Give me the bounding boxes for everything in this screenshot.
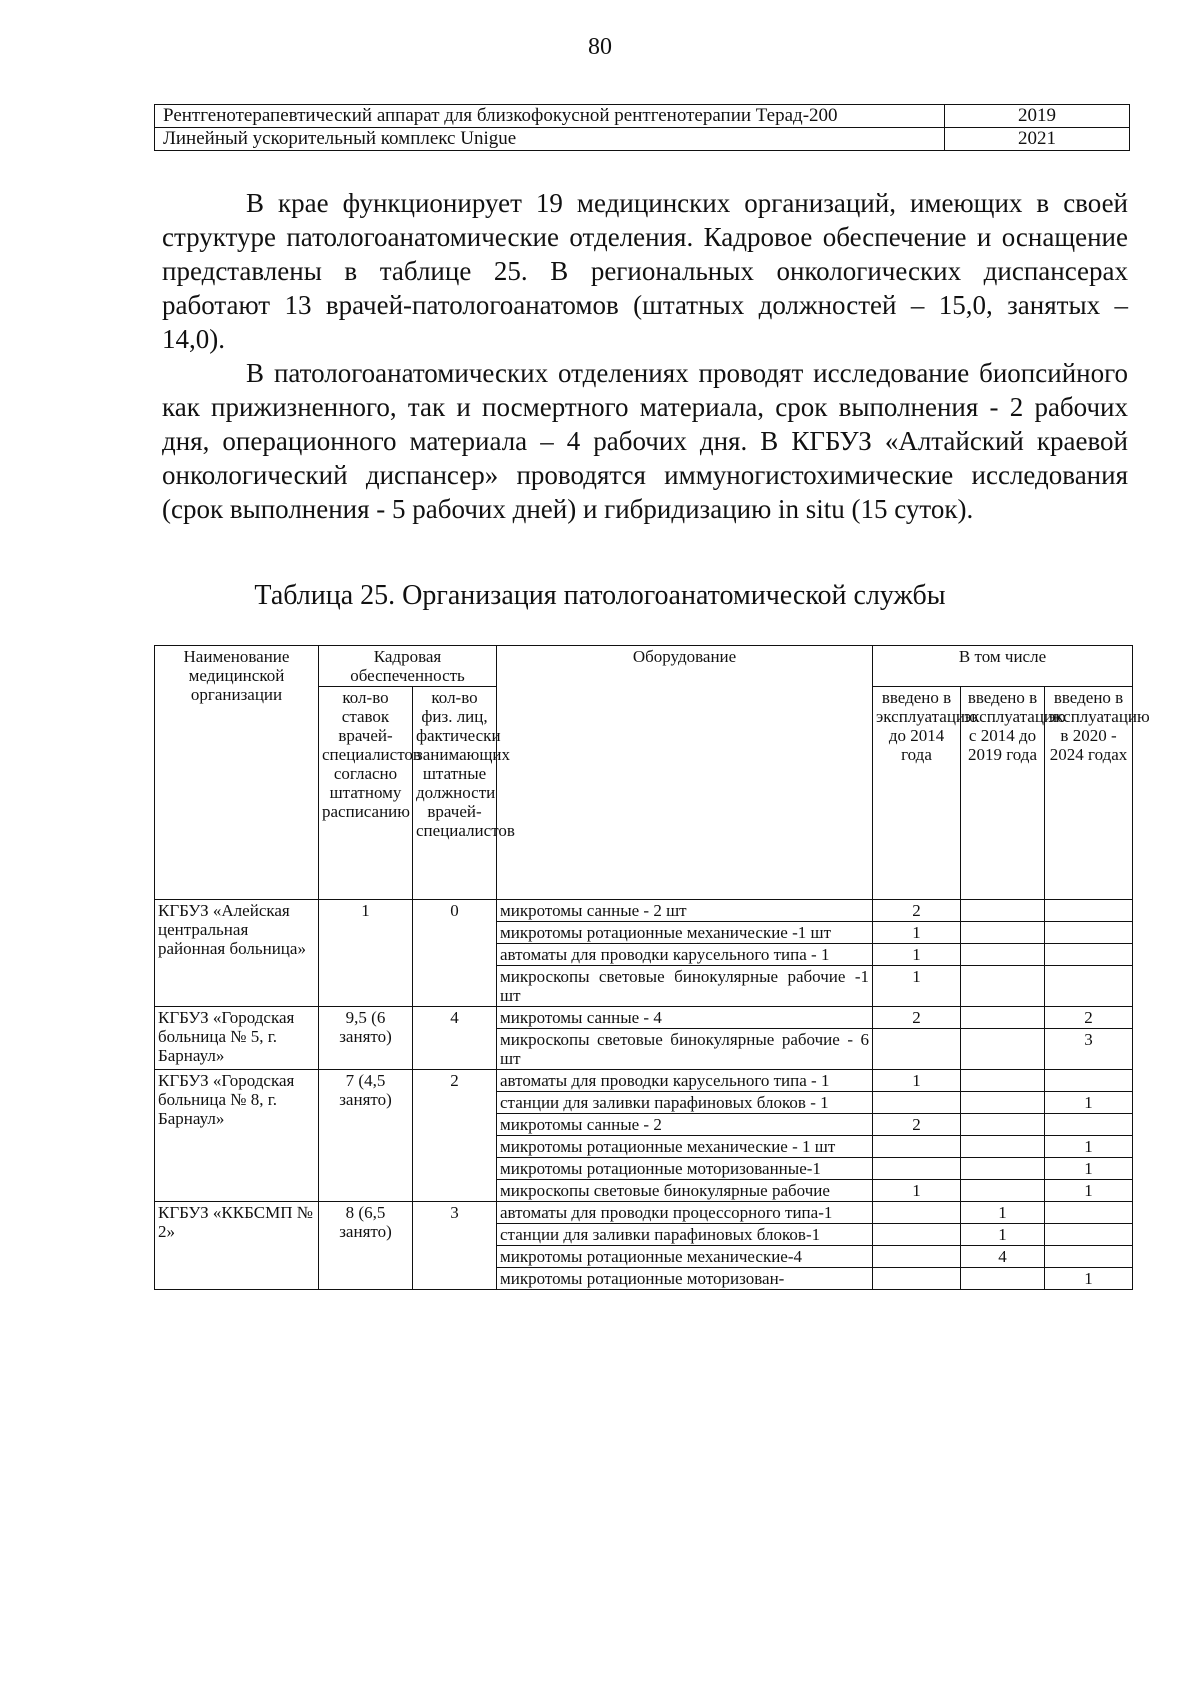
paragraph-research: В патологоанатомических отделениях проводят исследование биопсийного как прижизненного, так и посмертного материала, срок выполнения - 2 рабочих дня, операционного материала – 4 рабочих дня. В КГБУЗ «Алтайский краевой онкологический диспансер» проводятся иммуногистохимические исследования (срок выполнения - 5 рабочих дней) и гибридизацию in situ (15 суток).: [162, 358, 1128, 524]
before-2014-cell: [873, 1224, 961, 1246]
header-before-2014: введено в эксплуатацию до 2014 года: [873, 687, 961, 900]
before-2014-cell: [873, 1268, 961, 1290]
equipment-year-row: [155, 128, 1130, 151]
equipment-cell: микроскопы световые бинокулярные рабочие - 6 шт: [497, 1029, 873, 1070]
header-org: Наименование медицинской организации: [155, 646, 319, 900]
y2020-2024-cell: 1: [1045, 1136, 1133, 1158]
staff-planned-cell: 1: [319, 900, 413, 1007]
equipment-cell: микротомы ротационные моторизованные-1: [497, 1158, 873, 1180]
equipment-cell: микротомы ротационные моторизован-: [497, 1268, 873, 1290]
staff-actual-cell: 0: [413, 900, 497, 1007]
y2020-2024-cell: 1: [1045, 1092, 1133, 1114]
table-row: [155, 900, 1133, 922]
y2014-2019-cell: [961, 1114, 1045, 1136]
y2014-2019-cell: 4: [961, 1246, 1045, 1268]
org-name-cell: КГБУЗ «Городская больница № 8, г. Барнаул»: [155, 1070, 319, 1202]
staff-actual-cell: 3: [413, 1202, 497, 1290]
header-staff: Кадровая обеспеченность: [319, 646, 497, 687]
staff-planned-cell: 7 (4,5 занято): [319, 1070, 413, 1202]
equipment-name: Линейный ускорительный комплекс Unigue: [155, 128, 945, 151]
pathology-service-table: [154, 645, 1150, 1290]
equipment-cell: микротомы санные - 4: [497, 1007, 873, 1029]
before-2014-cell: [873, 1136, 961, 1158]
before-2014-cell: [873, 1092, 961, 1114]
header-staff-actual: кол-во физ. лиц, фактически занимающих штатные должности врачей-специалистов: [413, 687, 497, 900]
page-number: 80: [588, 34, 612, 60]
y2020-2024-cell: 3: [1045, 1029, 1133, 1070]
y2014-2019-cell: 1: [961, 1202, 1045, 1224]
table-row: [155, 1007, 1133, 1029]
equipment-cell: станции для заливки парафиновых блоков - 1: [497, 1092, 873, 1114]
table-row: [155, 1070, 1133, 1092]
table-row: [155, 1202, 1133, 1224]
y2014-2019-cell: [961, 1070, 1045, 1092]
header-equipment: Оборудование: [497, 646, 873, 900]
equipment-cell: микротомы санные - 2: [497, 1114, 873, 1136]
before-2014-cell: 1: [873, 922, 961, 944]
y2020-2024-cell: [1045, 1246, 1133, 1268]
y2014-2019-cell: [961, 1180, 1045, 1202]
y2020-2024-cell: [1045, 922, 1133, 944]
y2020-2024-cell: [1045, 900, 1133, 922]
header-row-1: [155, 646, 1133, 687]
y2020-2024-cell: 2: [1045, 1007, 1133, 1029]
header-staff-planned: кол-во ставок врачей-специалистов согласно штатному расписанию: [319, 687, 413, 900]
org-name-cell: КГБУЗ «Городская больница № 5, г. Барнаул»: [155, 1007, 319, 1070]
staff-actual-cell: 4: [413, 1007, 497, 1070]
y2014-2019-cell: [961, 1029, 1045, 1070]
y2014-2019-cell: [961, 1158, 1045, 1180]
equipment-year-row: [155, 105, 1130, 128]
paragraph-staffing: В крае функционирует 19 медицинских организаций, имеющих в своей структуре патологоанатомические отделения. Кадровое обеспечение и оснащение представлены в таблице 25. В региональных онкологических диспансерах работают 13 врачей-патологоанатомов (штатных должностей – 15,0, занятых – 14,0).: [162, 188, 1128, 354]
before-2014-cell: [873, 1246, 961, 1268]
y2020-2024-cell: 1: [1045, 1268, 1133, 1290]
equipment-cell: станции для заливки парафиновых блоков-1: [497, 1224, 873, 1246]
header-2020-2024: введено в эксплуатацию в 2020 - 2024 годах: [1045, 687, 1133, 900]
equipment-cell: микроскопы световые бинокулярные рабочие: [497, 1180, 873, 1202]
before-2014-cell: [873, 1029, 961, 1070]
y2014-2019-cell: [961, 1136, 1045, 1158]
equipment-years-table: [154, 104, 1130, 151]
y2020-2024-cell: 1: [1045, 1180, 1133, 1202]
y2020-2024-cell: [1045, 1114, 1133, 1136]
staff-actual-cell: 2: [413, 1070, 497, 1202]
y2020-2024-cell: [1045, 1224, 1133, 1246]
before-2014-cell: 2: [873, 1114, 961, 1136]
table-caption: Таблица 25. Организация патологоанатомической службы: [254, 580, 946, 611]
equipment-year: 2021: [945, 128, 1130, 151]
y2014-2019-cell: [961, 944, 1045, 966]
y2020-2024-cell: [1045, 1202, 1133, 1224]
y2020-2024-cell: [1045, 1070, 1133, 1092]
before-2014-cell: 2: [873, 900, 961, 922]
equipment-year: 2019: [945, 105, 1130, 128]
before-2014-cell: [873, 1158, 961, 1180]
y2020-2024-cell: [1045, 966, 1133, 1007]
org-name-cell: КГБУЗ «ККБСМП № 2»: [155, 1202, 319, 1290]
equipment-cell: микротомы ротационные механические - 1 шт: [497, 1136, 873, 1158]
equipment-cell: микроскопы световые бинокулярные рабочие -1 шт: [497, 966, 873, 1007]
y2020-2024-cell: 1: [1045, 1158, 1133, 1180]
y2014-2019-cell: [961, 900, 1045, 922]
equipment-cell: автоматы для проводки карусельного типа - 1: [497, 1070, 873, 1092]
y2020-2024-cell: [1045, 944, 1133, 966]
equipment-cell: микротомы ротационные механические -1 шт: [497, 922, 873, 944]
y2014-2019-cell: [961, 922, 1045, 944]
staff-planned-cell: 8 (6,5 занято): [319, 1202, 413, 1290]
before-2014-cell: 1: [873, 944, 961, 966]
y2014-2019-cell: 1: [961, 1224, 1045, 1246]
equipment-name: Рентгенотерапевтический аппарат для близкофокусной рентгенотерапии Терад-200: [155, 105, 945, 128]
staff-planned-cell: 9,5 (6 занято): [319, 1007, 413, 1070]
before-2014-cell: 1: [873, 1180, 961, 1202]
before-2014-cell: 2: [873, 1007, 961, 1029]
equipment-cell: автоматы для проводки карусельного типа - 1: [497, 944, 873, 966]
before-2014-cell: [873, 1202, 961, 1224]
before-2014-cell: 1: [873, 1070, 961, 1092]
y2014-2019-cell: [961, 966, 1045, 1007]
org-name-cell: КГБУЗ «Алейская центральная районная больница»: [155, 900, 319, 1007]
equipment-cell: микротомы ротационные механические-4: [497, 1246, 873, 1268]
header-2014-2019: введено в эксплуатацию с 2014 до 2019 года: [961, 687, 1045, 900]
y2014-2019-cell: [961, 1092, 1045, 1114]
before-2014-cell: 1: [873, 966, 961, 1007]
equipment-cell: автоматы для проводки процессорного типа-1: [497, 1202, 873, 1224]
y2014-2019-cell: [961, 1268, 1045, 1290]
equipment-cell: микротомы санные - 2 шт: [497, 900, 873, 922]
header-incl: В том числе: [873, 646, 1133, 687]
y2014-2019-cell: [961, 1007, 1045, 1029]
